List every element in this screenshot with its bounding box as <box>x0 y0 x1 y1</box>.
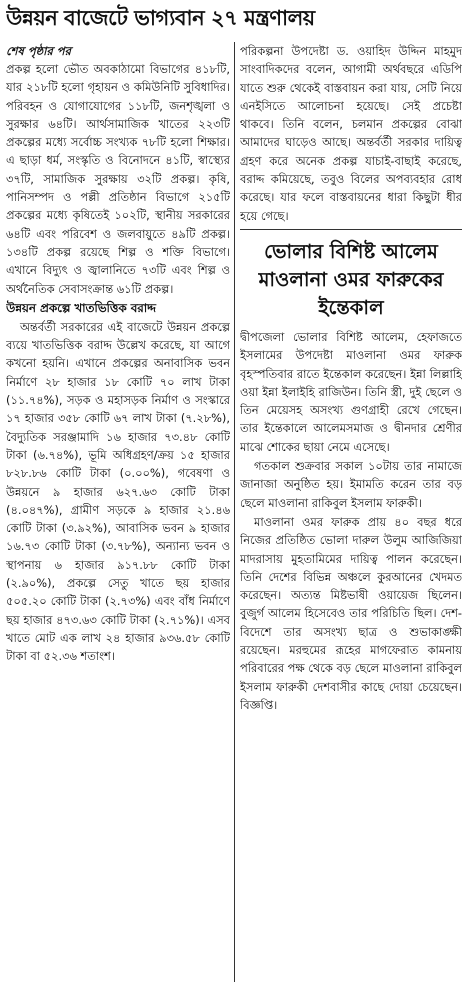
right-column <box>240 42 462 715</box>
left-paragraph-2: অন্তর্বর্তী সরকারের এই বাজেটে উন্নয়ন প্রকল্পে ব্যয়ে খাতভিত্তিক বরাদ্দ উল্লেখ করেছে, যা আগে কখনো হয়নি। এখানে প্রকল্পের অনাবাসিক ভবন নির্মাণে ২৮ হাজার ১৮ কোটি ৭০ লাখ টাকা (১১.৭৪%), সড়ক ও মহাসড়ক নির্মাণ ও সংস্কারে ১৭ হাজার ৩৫৮ কোটি ৬৭ লাখ টাকা (৭.২৮%), বৈদ্যুতিক সরঞ্জামাদি ১৬ হাজার ৭৩.৪৮ কোটি টাকা (৬.৭৪%), ভূমি অধিগ্রহণ/ক্রয় ১৫ হাজার ৮২৮.৮৬ কোটি টাকা (০.০০%), গবেষণা ও উন্নয়নে ৯ হাজার ৬২৭.৬৩ কোটি টাকা (৪.০৪৭%), গ্রামীণ সড়কে ৯ হাজার ২১.৪৬ কোটি টাকা (৩.৯২%), আবাসিক ভবন ৯ হাজার ১৬.৭৩ কোটি টাকা (৩.৭৮%), অন্যান্য ভবন ও স্থাপনায় ৬ হাজার ৯১৭.৮৮ কোটি টাকা (২.৯০%), প্রকল্পে সেতু খাতে ছয় হাজার ৫০৫.২০ কোটি টাকা (২.৭৩%) এবং বাঁধ নির্মাণে ছয় হাজার ৪৭৩.৬৩ কোটি টাকা (২.৭১%)। এসব খাতে মোট এক লাখ ২৪ হাজার ৯৩৬.৫৮ কোটি টাকা বা ৫২.৩৬ শতাংশ। <box>6 319 230 664</box>
obituary-headline: ভোলার বিশিষ্ট আলেম মাওলানা ওমর ফারুকের ইন্তেকাল <box>258 239 444 319</box>
obituary-paragraph-1: দ্বীপজেলা ভোলার বিশিষ্ট আলেম, হেফাজতে ইসলামের উপদেষ্টা মাওলানা ওমর ফারুক বৃহস্পতিবার রাতে ইন্তেকাল করেছেন। ইন্না লিল্লাহি ওয়া ইন্না ইলাইহি রাজিউন। তিনি স্ত্রী, দুই ছেলে ও তিন মেয়েসহ অসংখ্য গুণগ্রাহী রেখে গেছেন। তার ইন্তেকালে আলেমসমাজ ও দ্বীনদার শ্রেণীর মাঝে শোকের ছায়া নেমে এসেছে। <box>240 329 462 454</box>
left-paragraph-1: প্রকল্প হলো ভৌত অবকাঠামো বিভাগের ৪১৮টি, যার ২১৮টি হলো গৃহায়ন ও কমিউনিটি সুবিধাদির। পরিবহন ও যোগাযোগের ১১৮টি, জনশৃঙ্খলা ও সুরক্ষার ৬৪টি। আর্থসামাজিক খাতের ২২৩টি প্রকল্পের মধ্যে সর্বোচ্চ সংখ্যক ৭৮টি হলো শিক্ষার। এ ছাড়া ধর্ম, সংস্কৃতি ও বিনোদনে ৪১টি, স্বাস্থ্যের ৩৭টি, সামাজিক সুরক্ষায় ৩২টি প্রকল্প। কৃষি, পানিসম্পদ ও পল্লী প্রতিষ্ঠান বিভাগে ২১৫টি প্রকল্পের মধ্যে কৃষিতেই ১০২টি, স্থানীয় সরকারের ৬৪টি এবং পরিবেশ ও জলবায়ুতে ৪৯টি প্রকল্প। ১৩৪টি প্রকল্প রয়েছে শিল্প ও শক্তি বিভাগে। এখানে বিদ্যুৎ ও জ্বালানিতে ৭৩টি এবং শিল্প ও অর্থনৈতিক সেবাসংক্রান্ত ৬১টি প্রকল্প। <box>6 62 230 296</box>
continued-label: শেষ পৃষ্ঠার পর <box>6 44 71 58</box>
section-divider <box>240 229 462 230</box>
obituary-paragraph-3: মাওলানা ওমর ফারুক প্রায় ৪০ বছর ধরে নিজের প্রতিষ্ঠিত ভোলা দারুল উলুম আজিজিয়া মাদরাসায় মুহতামিমের দায়িত্ব পালন করেছেন। তিনি দেশের বিভিন্ন অঞ্চলে কুরআনের খেদমত করেছেন। অত্যন্ত মিষ্টভাষী ওয়ায়েজ ছিলেন। বুজুর্গ আলেম হিসেবেও তার পরিচিতি ছিল। দেশ-বিদেশে তার অসংখ্য ছাত্র ও শুভাকাঙ্ক্ষী রয়েছেন। মরহুমের রূহের মাগফেরাত কামনায় পরিবারের পক্ষ থেকে বড় ছেলে মাওলানা রাকিবুল ইসলাম ফারুকী দেশবাসীর কাছে দোয়া চেয়েছেন। বিজ্ঞপ্তি। <box>240 514 462 712</box>
column-divider <box>234 42 235 982</box>
subheading: উন্নয়ন প্রকল্পে খাতভিত্তিক বরাদ্দ <box>6 300 156 315</box>
right-paragraph-1: পরিকল্পনা উপদেষ্টা ড. ওয়াহিদ উদ্দিন মাহমুদ সাংবাদিকদের বলেন, আগামী অর্থবছরে এডিপি যাতে শুরু থেকেই বাস্তবায়ন করা যায়, সেটি নিয়ে এনইসিতে আলোচনা হয়েছে। সেই প্রচেষ্টা থাকবে। তিনি বলেন, চলমান প্রকল্পের বোঝা আমাদের ঘাড়েও আছে। অন্তর্বর্তী সরকার দায়িত্ব গ্রহণ করে অনেক প্রকল্প যাচাই-বাছাই করেছে, বরাদ্দ কমিয়েছে, তবুও বিলের অপব্যবহার রোধ করেছে। যার ফলে বাস্তবায়নের ধারা কিছুটা ধীর হয়ে গেছে। <box>240 44 462 223</box>
left-column <box>6 42 230 667</box>
obituary-paragraph-2: গতকাল শুক্রবার সকাল ১০টায় তার নামাজে জানাজা অনুষ্ঠিত হয়। ইমামতি করেন তার বড় ছেলে মাওলানা রাকিবুল ইসলাম ফারুকী। <box>240 459 462 510</box>
headline: উন্নয়ন বাজেটে ভাগ্যবান ২৭ মন্ত্রণালয় <box>6 6 315 30</box>
